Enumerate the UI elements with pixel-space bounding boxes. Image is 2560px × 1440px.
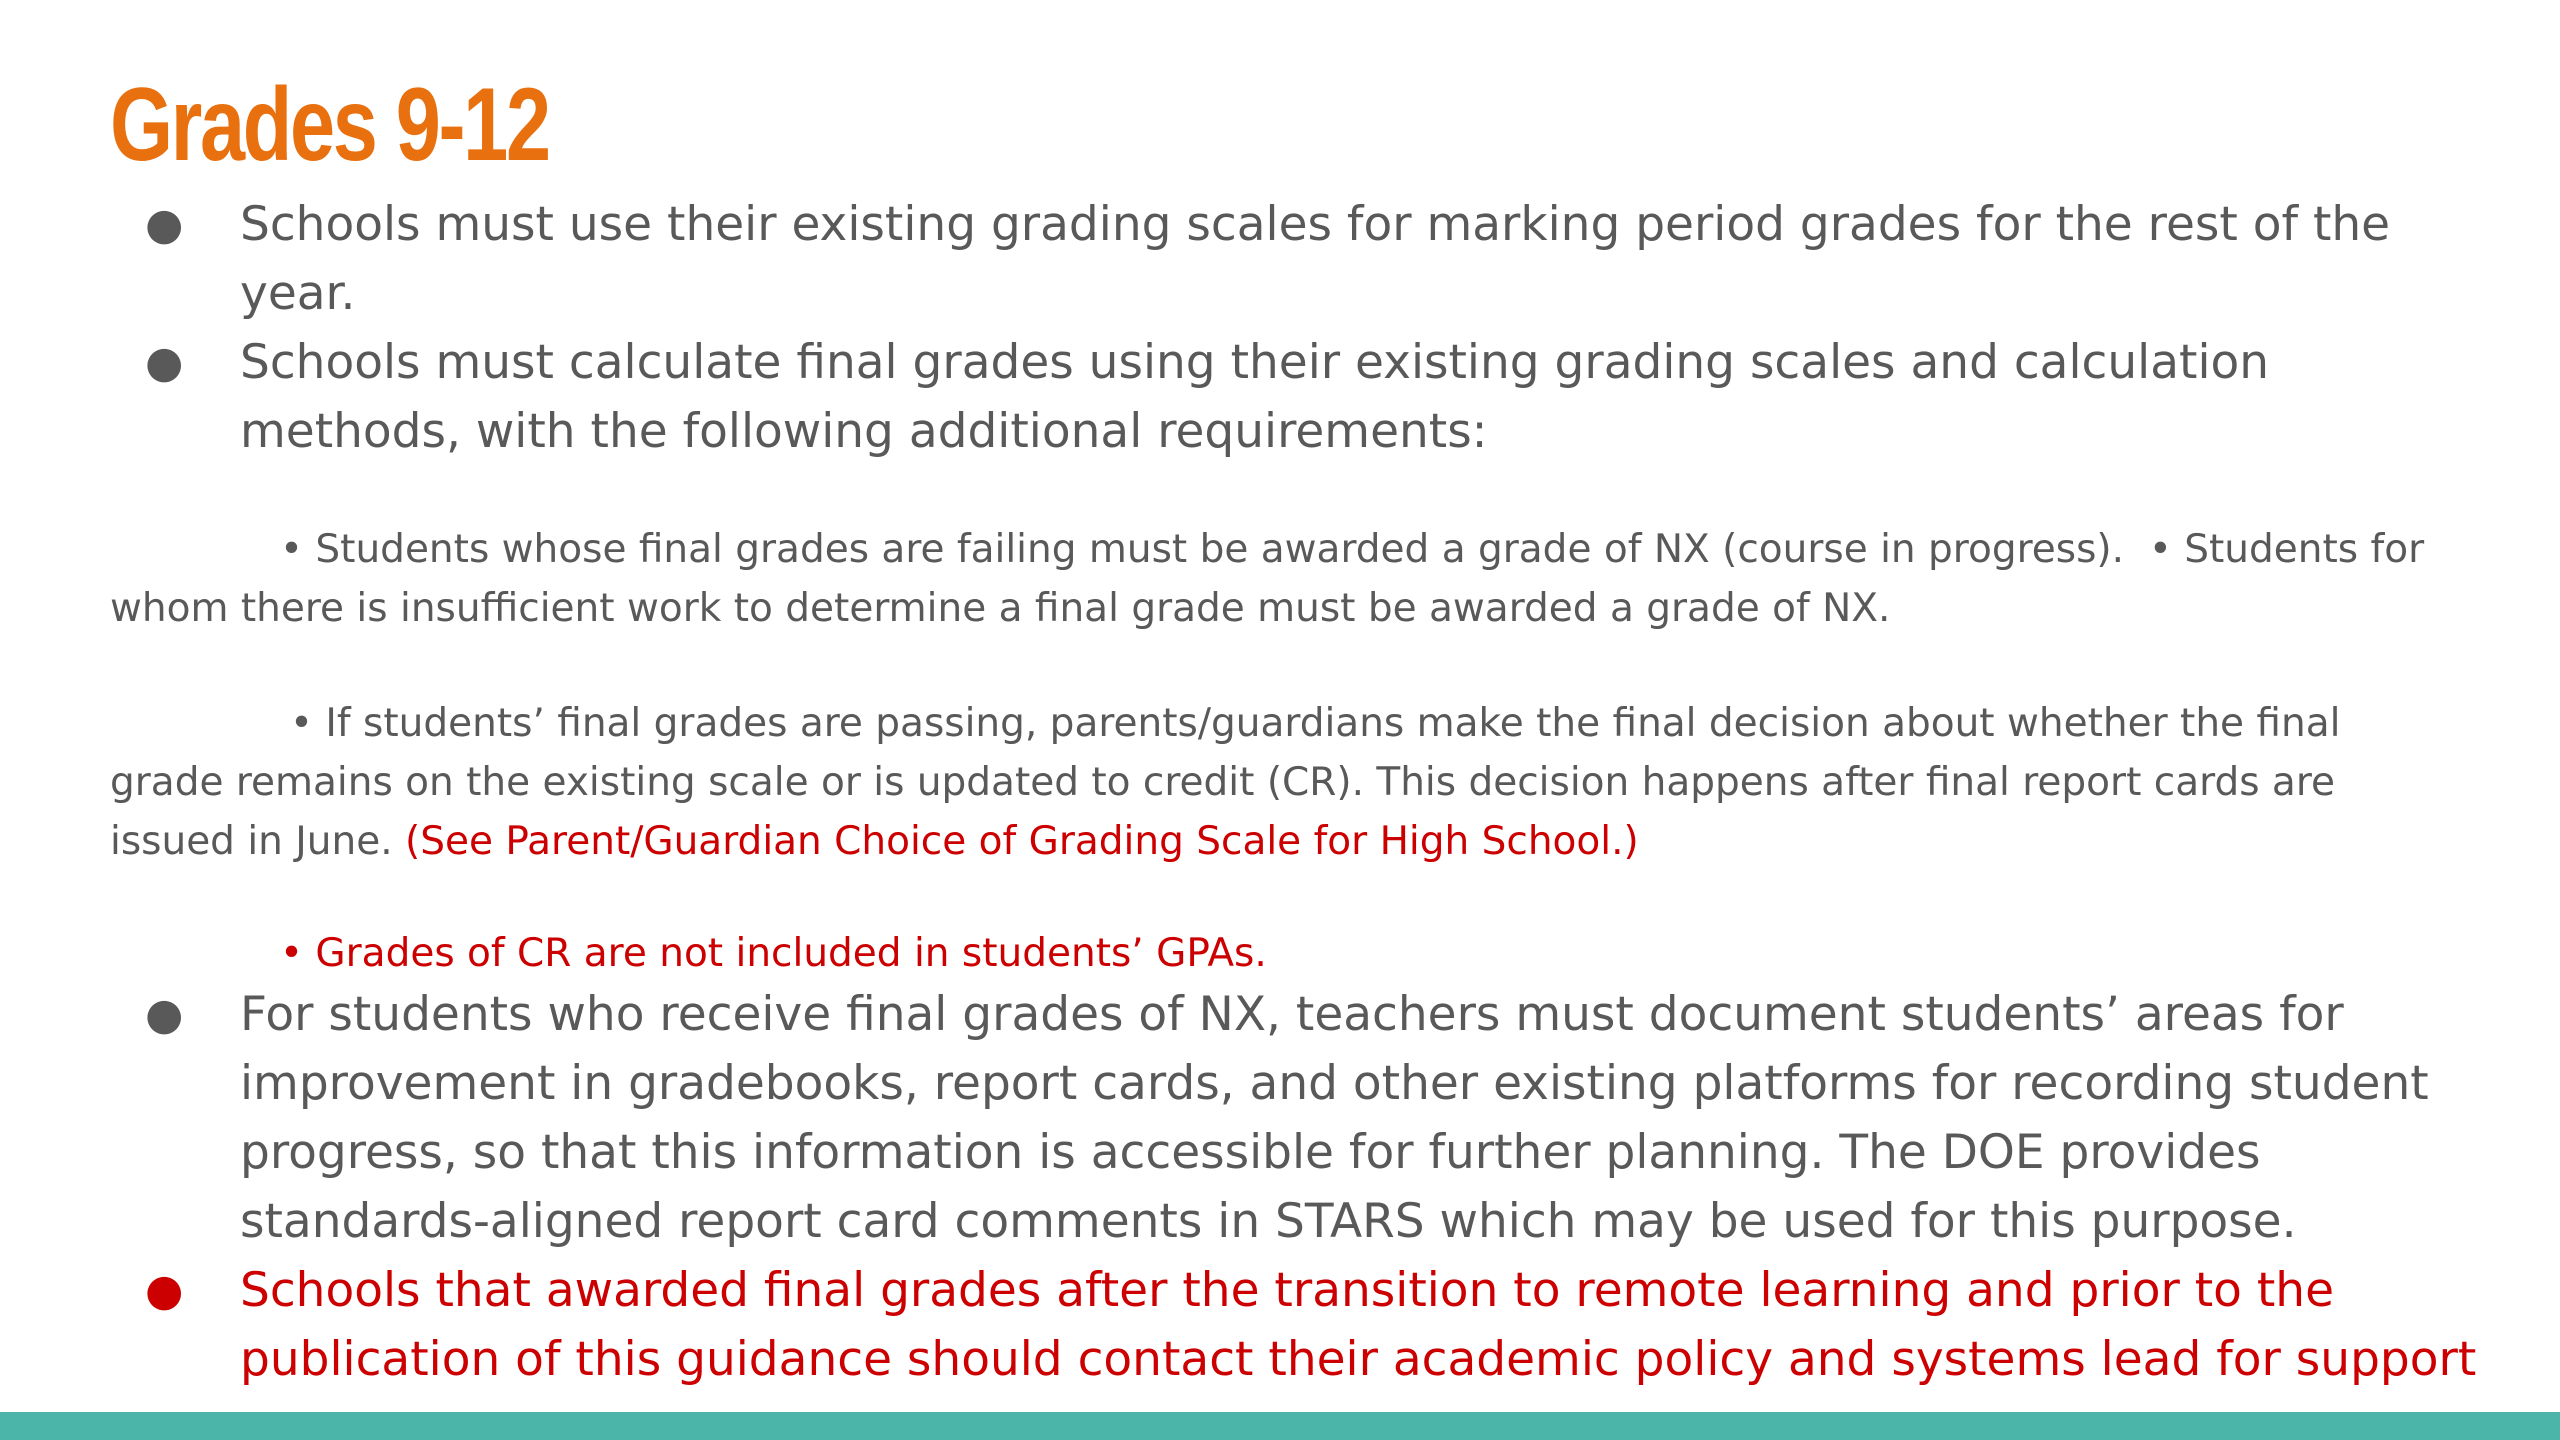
sub-item-cr-note: Grades of CR are not included in students’ GPAs.	[315, 931, 1267, 976]
bullet-icon: ●	[145, 199, 184, 250]
bullet-icon: ●	[145, 989, 184, 1040]
bullet-contact-lead	[145, 1256, 2490, 1394]
sub-item-failing: Students whose final grades are failing must be awarded a grade of NX (course in progress).	[315, 527, 2125, 572]
bullet-nx-documentation	[145, 980, 2490, 1256]
slide-title: Grades 9-12	[110, 67, 549, 183]
bullet-text: Schools must calculate final grades using their existing grading scales and calculation methods, with the following additional requirements:	[240, 335, 2270, 459]
bullet-text: Schools must use their existing grading scales for marking period grades for the rest of the year.	[240, 197, 2391, 321]
sub-bullet-icon: •	[280, 527, 304, 572]
sub-item-passing: If students’ final grades are passing, parents/guardians make the final decision about whether the final grade remains on the existing scale or is updated to credit (CR). This decision happens after final report cards are issued in June.	[110, 701, 2341, 864]
sub-item-insufficient: Students for whom there is insufficient work to determine a final grade must be awarded a grade of NX.	[110, 527, 2425, 631]
sub-bullet-icon: •	[280, 931, 304, 976]
sub-item-cr-block	[110, 924, 2440, 983]
bullet-text: Schools that awarded final grades after the transition to remote learning and prior to the publication of this guidance should contact their academic policy and systems lead for support	[240, 1263, 2477, 1387]
bullet-icon: ●	[145, 1265, 184, 1316]
bullet-final-grades	[145, 328, 2490, 466]
bullet-icon: ●	[145, 337, 184, 388]
sub-items-nx	[110, 520, 2440, 638]
sub-item-passing-block	[110, 694, 2440, 871]
grading-scale-choice-link[interactable]: (See Parent/Guardian Choice of Grading Scale for High School.)	[405, 819, 1639, 864]
bottom-accent-bar	[0, 1412, 2560, 1440]
bullet-text: For students who receive final grades of NX, teachers must document students’ areas for improvement in gradebooks, report cards, and other existing platforms for recording student progress, so that this information is accessible for further planning. The DOE provides standards-aligned report card comments in STARS which may be used for this purpose.	[240, 987, 2429, 1249]
bullet-existing-scales	[145, 190, 2490, 328]
sub-bullet-icon: •	[290, 701, 314, 746]
sub-bullet-icon: •	[2148, 527, 2172, 572]
